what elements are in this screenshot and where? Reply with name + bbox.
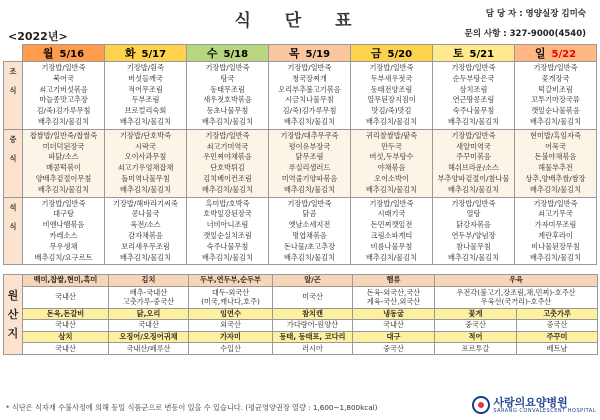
menu-item: 배추김치/물김치 bbox=[119, 252, 172, 262]
menu-item: 기장밥/일반죽 bbox=[287, 63, 332, 72]
origin-header-cell: 김치 bbox=[109, 275, 189, 287]
menu-item: 적어무조림 bbox=[128, 84, 163, 94]
menu-item: 만두국 bbox=[381, 141, 402, 151]
menu-item: 기장밥/일반죽 bbox=[369, 198, 414, 208]
day-date: 5/16 bbox=[59, 49, 85, 60]
menu-item: 버섯,두부탕수 bbox=[369, 152, 414, 162]
menu-item: 우민찌야채볶음 bbox=[203, 152, 252, 162]
menu-item: 시래기국 bbox=[377, 209, 406, 219]
origin-value-cell: 중국산 bbox=[517, 320, 598, 332]
manager-info: 담 당 자 : 영양실장 김미숙 bbox=[485, 9, 586, 19]
menu-item: 배추김치/물김치 bbox=[283, 184, 336, 194]
menu-item: 비름나물무침 bbox=[370, 241, 413, 251]
origin-header-cell: 고춧가루 bbox=[517, 308, 598, 320]
menu-item: 콩나물국 bbox=[131, 209, 160, 219]
menu-item: 기장밥/해바라기씨죽 bbox=[113, 198, 178, 208]
menu-item: 가자미무조림 bbox=[534, 220, 577, 230]
menu-cell bbox=[105, 62, 187, 130]
origin-header-cell: 알/곤 bbox=[273, 275, 353, 287]
day-date: 5/21 bbox=[469, 49, 495, 60]
menu-item: 비나물된장무침 bbox=[531, 241, 580, 251]
origin-row bbox=[4, 331, 598, 343]
origin-value-cell: 베트남 bbox=[517, 343, 598, 355]
menu-item: 배추김치/물김치 bbox=[365, 184, 418, 194]
hospital-logo bbox=[472, 396, 596, 414]
menu-item: 쇠고기우엉채잡채 bbox=[117, 163, 174, 173]
menu-item: 배추김치/물김치 bbox=[529, 116, 582, 126]
menu-item: 배추김치/물김치 bbox=[37, 116, 90, 126]
menu-cell bbox=[351, 129, 433, 197]
menu-item: 버섯들깨국 bbox=[128, 73, 163, 83]
menu-cell bbox=[269, 197, 351, 265]
origin-header-cell: 꽃게 bbox=[435, 308, 517, 320]
menu-item: 배추김치/물김치 bbox=[529, 184, 582, 194]
corner-cell bbox=[4, 45, 23, 62]
day-header bbox=[187, 45, 269, 62]
menu-cell bbox=[23, 62, 105, 130]
menu-item: 배추김치/요구르트 bbox=[34, 252, 93, 262]
day-date: 5/17 bbox=[141, 49, 167, 60]
day-header-row bbox=[4, 45, 597, 62]
menu-item: 찹쌀밥/일반죽/찹쌀죽 bbox=[29, 130, 98, 140]
origin-value-cell: 국내산 bbox=[23, 343, 109, 355]
menu-item: 어묵국 bbox=[545, 141, 566, 151]
footer-note: * 식단은 식자재 수불사정에 의해 동일 식품군으로 변동이 있을 수 있습니다. (평균영양권장 열량 : 1,600~1,800kcal) bbox=[6, 403, 378, 412]
menu-cell bbox=[23, 197, 105, 265]
menu-item: 새우젓호박볶음 bbox=[203, 95, 252, 105]
menu-cell bbox=[269, 62, 351, 130]
menu-item: 기장밥/일반죽 bbox=[451, 130, 496, 140]
menu-item: 두부조림 bbox=[131, 95, 160, 105]
menu-item: 배추김치/물김치 bbox=[283, 252, 336, 262]
menu-item: 양배추겉절이무침 bbox=[35, 173, 92, 183]
menu-item: 크림소파게티 bbox=[370, 230, 413, 240]
menu-cell bbox=[105, 129, 187, 197]
menu-table bbox=[3, 44, 597, 265]
meal-row bbox=[4, 197, 597, 265]
origin-header-cell: 주꾸미 bbox=[517, 331, 598, 343]
meal-label: 석 식 bbox=[4, 197, 23, 265]
menu-item: 꽃게장국 bbox=[541, 73, 570, 83]
menu-item: 배추김치/물김치 bbox=[283, 116, 336, 126]
menu-item: 돈불야채볶음 bbox=[534, 152, 577, 162]
menu-item: 기장밥/일반죽 bbox=[287, 198, 332, 208]
origin-header-cell: 대구 bbox=[353, 331, 435, 343]
day-header bbox=[433, 45, 515, 62]
menu-item: 배추김치/물김치 bbox=[447, 116, 500, 126]
origin-value-cell: 중국산 bbox=[435, 320, 517, 332]
origin-value-cell: 배추-국내산 고춧가루-중국산 bbox=[109, 286, 189, 308]
hospital-emblem-icon bbox=[472, 396, 490, 414]
menu-item: 현미밥/흑임자죽 bbox=[529, 130, 582, 140]
menu-item: 주꾸미볶음 bbox=[456, 152, 491, 162]
menu-item: 닭강자볶음 bbox=[456, 220, 491, 230]
menu-item: 계란후라이 bbox=[538, 230, 573, 240]
menu-item: 열탕 bbox=[466, 209, 481, 219]
meal-row bbox=[4, 62, 597, 130]
origin-label: 원 산 지 bbox=[4, 275, 23, 355]
day-name: 일 bbox=[534, 47, 546, 60]
origin-value-cell: 국내산 bbox=[353, 320, 435, 332]
menu-item: 감자채볶음 bbox=[128, 230, 163, 240]
menu-cell bbox=[515, 62, 597, 130]
menu-item: 숙주나물무침 bbox=[206, 241, 249, 251]
menu-item: 배추김치/물김치 bbox=[529, 252, 582, 262]
menu-item: 평이유부장국 bbox=[288, 141, 331, 151]
day-header bbox=[351, 45, 433, 62]
menu-item: 기장밥/대추무쿠죽 bbox=[280, 130, 339, 140]
menu-item: 탕국 bbox=[220, 73, 235, 83]
origin-header-cell: 두부,연두부,순두부 bbox=[189, 275, 273, 287]
menu-item: 카레소스 bbox=[49, 230, 78, 240]
day-name: 월 bbox=[42, 47, 54, 60]
menu-item: 떡갈비조림 bbox=[538, 84, 573, 94]
menu-item: 김/죽)김가루무침 bbox=[36, 106, 91, 116]
menu-item: 미더덕된장국 bbox=[42, 141, 85, 151]
origin-value-cell: 돈육-외국산,국산 계육-국산,외국산 bbox=[353, 286, 435, 308]
menu-item: 브로컬리숙회 bbox=[124, 106, 167, 116]
hospital-subtitle: SARANG CONVALESCENT HOSPITAL bbox=[493, 407, 596, 414]
origin-header-cell: 삼치 bbox=[23, 331, 109, 343]
menu-item: 닭무조림 bbox=[295, 152, 324, 162]
menu-item: 오리부추불고기볶음 bbox=[278, 84, 341, 94]
origin-table bbox=[3, 274, 598, 355]
menu-cell bbox=[269, 129, 351, 197]
menu-item: 꼬투기마장국류 bbox=[531, 95, 580, 105]
menu-item: 열무된장지짐이 bbox=[367, 95, 416, 105]
menu-item: 부추양파겉절이/참나물 bbox=[437, 173, 510, 183]
menu-item: 깻잎순실치조림 bbox=[203, 230, 252, 240]
menu-item: 배추김치/물김치 bbox=[365, 252, 418, 262]
menu-item: 청국장찌개 bbox=[292, 73, 327, 83]
menu-cell bbox=[187, 197, 269, 265]
menu-item: 동초나물무침 bbox=[206, 106, 249, 116]
menu-item: 파닭/소스 bbox=[48, 152, 79, 162]
menu-cell bbox=[105, 197, 187, 265]
menu-item: 미역줄기양파볶음 bbox=[281, 173, 338, 183]
menu-item: 시금치나물무침 bbox=[285, 95, 334, 105]
hospital-name: 사랑의요양병원 bbox=[493, 395, 568, 409]
menu-item: 기장밥/단호박죽 bbox=[119, 130, 172, 140]
day-name: 금 bbox=[370, 47, 382, 60]
origin-row bbox=[4, 343, 598, 355]
origin-value-cell: 국내산 bbox=[23, 320, 109, 332]
origin-value-cell: 가다랑어-원양산 bbox=[273, 320, 353, 332]
menu-item: 옛날소세지전 bbox=[288, 220, 331, 230]
origin-value-cell: 대두-외국산 (미국,캐나다,호주) bbox=[189, 286, 273, 308]
page-title: 식 단 표 bbox=[234, 11, 366, 31]
menu-item: 귀리찰쌀밥/팥죽 bbox=[365, 130, 418, 140]
origin-value-cell: 국내산 bbox=[109, 320, 189, 332]
menu-item: 흑미밥/호박죽 bbox=[205, 198, 250, 208]
menu-item: 푸실리샐러드 bbox=[288, 163, 331, 173]
menu-item: 배추김치/물김치 bbox=[201, 184, 254, 194]
origin-row bbox=[4, 275, 598, 287]
menu-item: 배추김치/물김치 bbox=[37, 184, 90, 194]
day-date: 5/22 bbox=[551, 49, 577, 60]
menu-item: 닭곰 bbox=[302, 209, 317, 219]
day-name: 화 bbox=[124, 47, 136, 60]
menu-item: 돈민찌깻잎전 bbox=[370, 220, 413, 230]
origin-value-cell: 우전각(불고기,장조림,채,민찌)-호주산 우육선(국거리)-호주산 bbox=[435, 286, 598, 308]
menu-item: 쇠고기버섯볶음 bbox=[39, 84, 88, 94]
day-date: 5/18 bbox=[223, 49, 249, 60]
origin-header-cell: 참치캔 bbox=[273, 308, 353, 320]
origin-header-cell: 햄류 bbox=[353, 275, 435, 287]
day-header bbox=[23, 45, 105, 62]
menu-item: 북어국 bbox=[53, 73, 74, 83]
day-date: 5/20 bbox=[387, 49, 413, 60]
menu-item: 순두부탕은국 bbox=[452, 73, 495, 83]
origin-header-cell: 오징어/오징어귀채 bbox=[109, 331, 189, 343]
day-header bbox=[515, 45, 597, 62]
meal-label: 조 식 bbox=[4, 62, 23, 130]
menu-item: 배추김치/물김치 bbox=[201, 252, 254, 262]
menu-item: 기장밥/일반죽 bbox=[451, 63, 496, 72]
menu-item: 배추김치/물김치 bbox=[365, 116, 418, 126]
menu-item: 두부새우젓국 bbox=[370, 73, 413, 83]
menu-item: 기장밥/일반죽 bbox=[369, 63, 414, 72]
menu-item: 돈나물/초고추장 bbox=[283, 241, 336, 251]
origin-value-cell: 외국산 bbox=[189, 320, 273, 332]
origin-header-cell: 백미,찹쌀,현미,흑미 bbox=[23, 275, 109, 287]
origin-row bbox=[4, 320, 598, 332]
menu-item: 명엽채볶음 bbox=[292, 230, 327, 240]
menu-item: 육전/소스 bbox=[130, 220, 161, 230]
menu-cell bbox=[351, 62, 433, 130]
menu-item: 호박잎강된장국 bbox=[203, 209, 252, 219]
menu-item: 기장밥/일반죽 bbox=[533, 63, 578, 72]
origin-value-cell: 국내산 bbox=[23, 286, 109, 308]
menu-item: 돌미역나물무침 bbox=[121, 173, 170, 183]
menu-item: 해물부추전 bbox=[538, 163, 573, 173]
menu-item: 쇠고기무국 bbox=[538, 209, 573, 219]
menu-cell bbox=[433, 129, 515, 197]
day-name: 토 bbox=[452, 47, 464, 60]
menu-item: 기장밥/일반죽 bbox=[533, 198, 578, 208]
origin-value-cell: 수입산 bbox=[189, 343, 273, 355]
menu-item: 맛김/죽)맛김 bbox=[371, 106, 412, 116]
menu-item: 오이소박이 bbox=[374, 173, 409, 183]
origin-row bbox=[4, 308, 598, 320]
menu-item: 기장밥/일반죽 bbox=[41, 198, 86, 208]
menu-cell bbox=[23, 129, 105, 197]
menu-item: 삼치조림 bbox=[459, 84, 488, 94]
menu-item: 오이사과무침 bbox=[124, 152, 167, 162]
menu-item: 김치베이컨조림 bbox=[203, 173, 252, 183]
menu-item: 쇠고기미역국 bbox=[206, 141, 249, 151]
menu-item: 동태무조림 bbox=[210, 84, 245, 94]
menu-item: 새알미역국 bbox=[456, 141, 491, 151]
menu-item: 배추김치/물김치 bbox=[447, 184, 500, 194]
origin-header-cell: 냉동굴 bbox=[353, 308, 435, 320]
menu-item: 매콤떡볶이 bbox=[46, 163, 81, 173]
menu-item: 야채볶음 bbox=[377, 163, 406, 173]
origin-header-cell: 적어 bbox=[435, 331, 517, 343]
menu-cell bbox=[187, 62, 269, 130]
menu-item: 너비아니조림 bbox=[206, 220, 249, 230]
menu-item: 연두부/양념장 bbox=[451, 230, 496, 240]
menu-item: 기장밥/흰죽 bbox=[126, 63, 165, 72]
menu-item: 동태전양조림 bbox=[370, 84, 413, 94]
origin-value-cell: 미국산 bbox=[273, 286, 353, 308]
menu-item: 기장밥/일반죽 bbox=[41, 63, 86, 72]
origin-value-cell: 포르투갈 bbox=[435, 343, 517, 355]
day-header bbox=[269, 45, 351, 62]
menu-cell bbox=[351, 197, 433, 265]
menu-item: 참나물무침 bbox=[456, 241, 491, 251]
meal-row bbox=[4, 129, 597, 197]
origin-header-cell: 우육 bbox=[435, 275, 598, 287]
origin-row bbox=[4, 286, 598, 308]
origin-header-cell: 돈육,돈갈비 bbox=[23, 308, 109, 320]
menu-item: 기장밥/일반죽 bbox=[451, 198, 496, 208]
menu-cell bbox=[433, 197, 515, 265]
contact-info: 문의 사항 : 327-9000(4540) bbox=[464, 29, 586, 39]
origin-value-cell: 국내산/페루산 bbox=[109, 343, 189, 355]
menu-item: 연근땅콩조림 bbox=[452, 95, 495, 105]
menu-item: 배추김치/물김치 bbox=[201, 116, 254, 126]
menu-cell bbox=[187, 129, 269, 197]
day-header bbox=[105, 45, 187, 62]
menu-item: 기장밥/일반죽 bbox=[205, 63, 250, 72]
menu-item: 단호박튀김 bbox=[210, 163, 245, 173]
origin-header-cell: 동태, 동태포, 코다리 bbox=[273, 331, 353, 343]
menu-cell bbox=[515, 197, 597, 265]
menu-item: 시락국 bbox=[135, 141, 156, 151]
menu-item: 숙주나물무침 bbox=[452, 106, 495, 116]
origin-value-cell: 중국산 bbox=[353, 343, 435, 355]
menu-item: 보리새우무조림 bbox=[121, 241, 170, 251]
origin-header-cell: 가자미 bbox=[189, 331, 273, 343]
menu-item: 마늘종맛고추장 bbox=[39, 95, 88, 105]
day-name: 목 bbox=[288, 47, 300, 60]
year-label: <2022년> bbox=[8, 30, 68, 43]
day-date: 5/19 bbox=[305, 49, 331, 60]
menu-item: 김/죽)김가루무침 bbox=[282, 106, 337, 116]
menu-item: 배추김치/물김치 bbox=[119, 184, 172, 194]
menu-cell bbox=[515, 129, 597, 197]
menu-item: 배추김치/물김치 bbox=[119, 116, 172, 126]
menu-cell bbox=[433, 62, 515, 130]
origin-header-cell: 닭,오리 bbox=[109, 308, 189, 320]
menu-item: 배추김치/물김치 bbox=[447, 252, 500, 262]
menu-item: 무우생채 bbox=[49, 241, 78, 251]
menu-item: 해쉬브라운/소스 bbox=[447, 163, 500, 173]
menu-item: 비엔나햄볶음 bbox=[42, 220, 85, 230]
origin-header-cell: 임연수 bbox=[189, 308, 273, 320]
day-name: 수 bbox=[206, 47, 218, 60]
menu-item: 상추,양배추쌈/쌈장 bbox=[525, 173, 586, 183]
origin-value-cell: 러시아 bbox=[273, 343, 353, 355]
menu-item: 대구탕 bbox=[53, 209, 74, 219]
menu-item: 기장밥/일반죽 bbox=[205, 130, 250, 140]
menu-item: 깻잎순나물볶음 bbox=[531, 106, 580, 116]
meal-label: 중 식 bbox=[4, 129, 23, 197]
